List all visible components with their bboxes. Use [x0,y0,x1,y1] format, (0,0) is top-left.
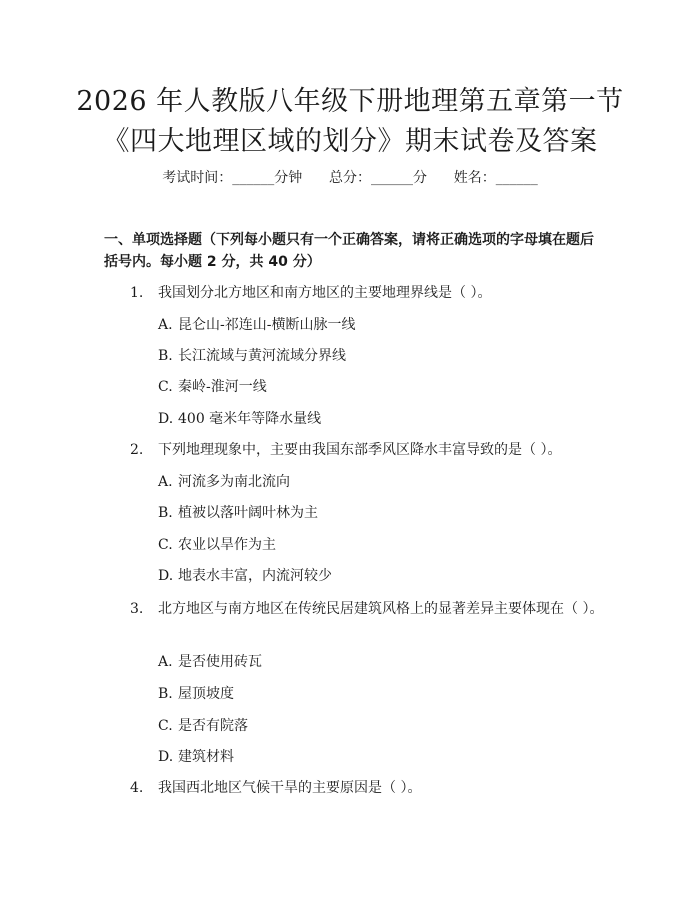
option-letter: B. [158,348,173,364]
exam-meta-line: 考试时间：______分钟 总分：______分 姓名：______ [162,170,538,186]
option-letter: A. [158,317,173,333]
question-2-option-c [158,535,598,555]
option-letter: B. [158,686,173,702]
option-text: 河流多为南北流向 [178,474,290,490]
question-text: 我国西北地区气候干旱的主要原因是（ ）。 [158,780,422,796]
question-4 [104,777,604,799]
option-text: 建筑材料 [178,749,234,765]
option-letter: B. [158,505,173,521]
question-1-option-b [158,346,598,366]
option-text: 400 毫米年等降水量线 [178,411,322,427]
option-text: 昆仑山-祁连山-横断山脉一线 [178,317,356,333]
question-2-option-a [158,472,598,492]
question-1-option-c [158,377,598,397]
exam-title-line-2: 《四大地理区域的划分》期末试卷及答案 [102,126,598,157]
question-number: 3. [130,601,144,617]
question-number: 1. [130,285,144,301]
option-letter: C. [158,718,173,734]
option-letter: A. [158,474,173,490]
option-letter: A. [158,654,173,670]
option-text: 植被以落叶阔叶林为主 [178,505,318,521]
question-2-option-d [158,566,598,586]
question-3-option-d [158,747,598,767]
question-number: 4. [130,780,144,796]
option-text: 地表水丰富，内流河较少 [178,568,332,584]
question-text: 下列地理现象中，主要由我国东部季风区降水丰富导致的是（ ）。 [158,442,562,458]
option-letter: D. [158,568,174,584]
question-3-option-b [158,684,598,704]
option-letter: C. [158,537,173,553]
option-text: 农业以旱作为主 [178,537,276,553]
option-text: 秦岭-淮河一线 [178,379,267,395]
exam-title-line-1: 2026 年人教版八年级下册地理第五章第一节 [76,86,624,117]
question-2-option-b [158,503,598,523]
question-text: 北方地区与南方地区在传统民居建筑风格上的显著差异主要体现在（ ）。 [158,601,604,617]
question-text: 我国划分北方地区和南方地区的主要地理界线是（ ）。 [158,285,492,301]
option-letter: D. [158,749,174,765]
section-heading-single-choice: 一、单项选择题（下列每小题只有一个正确答案，请将正确选项的字母填在题后括号内。每小题 2 分，共 40 分） [104,232,594,270]
question-1-option-a [158,315,598,335]
question-2 [104,439,604,461]
question-3 [104,598,604,620]
question-number: 2. [130,442,144,458]
question-3-option-c [158,716,598,736]
option-text: 是否有院落 [178,718,248,734]
option-text: 长江流域与黄河流域分界线 [178,348,346,364]
option-letter: D. [158,411,174,427]
question-1-option-d [158,409,598,429]
option-text: 屋顶坡度 [178,686,234,702]
question-3-option-a [158,652,598,672]
question-1 [104,282,604,304]
option-letter: C. [158,379,173,395]
option-text: 是否使用砖瓦 [178,654,262,670]
